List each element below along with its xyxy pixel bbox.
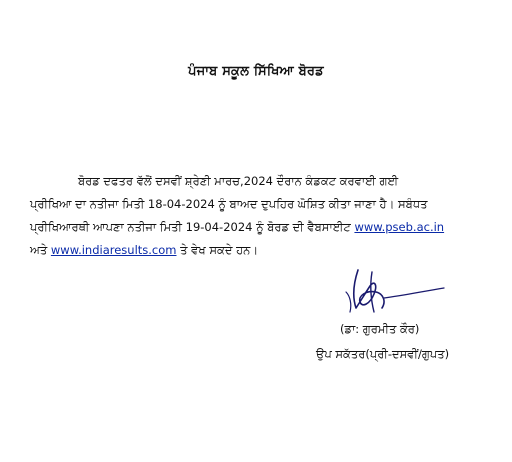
body-line-4-suffix: ਤੇ ਵੇਖ ਸਕਦੇ ਹਨ। bbox=[176, 243, 259, 257]
signer-name: (ਡਾ: ਗੁਰਮੀਤ ਕੌਰ) bbox=[340, 322, 420, 336]
body-line-3 bbox=[30, 216, 490, 239]
handwritten-signature bbox=[340, 262, 460, 318]
body-line-4-prefix: ਅਤੇ bbox=[30, 243, 51, 257]
body-line-2: ਪ੍ਰੀਖਿਆ ਦਾ ਨਤੀਜਾ ਮਿਤੀ 18-04-2024 ਨੂੰ ਬਾਅਦ ਦੁਪਹਿਰ ਘੋਸ਼ਿਤ ਕੀਤਾ ਜਾਣਾ ਹੈ। ਸਬੰਧਤ bbox=[30, 197, 428, 211]
document-heading: ਪੰਜਾਬ ਸਕੂਲ ਸਿੱਖਿਆ ਬੋਰਡ bbox=[188, 64, 324, 79]
pseb-website-link[interactable]: www.pseb.ac.in bbox=[354, 220, 445, 234]
notice-body bbox=[30, 170, 490, 262]
signer-title: ਉਪ ਸਕੱਤਰ(ਪ੍ਰੀ-ਦਸਵੀਂ/ਗੁਪਤ) bbox=[316, 347, 450, 361]
body-line-4 bbox=[30, 239, 490, 262]
indiaresults-website-link[interactable]: www.indiaresults.com bbox=[50, 243, 177, 257]
body-line-1: ਬੋਰਡ ਦਫਤਰ ਵੱਲੋਂ ਦਸਵੀਂ ਸ਼੍ਰੇਣੀ ਮਾਰਚ,2024 ਦੌਰਾਨ ਕੰਡਕਟ ਕਰਵਾਈ ਗਈ bbox=[78, 174, 399, 188]
body-line-3-text: ਪ੍ਰੀਖਿਆਰਥੀ ਆਪਣਾ ਨਤੀਜਾ ਮਿਤੀ 19-04-2024 ਨੂੰ ਬੋਰਡ ਦੀ ਵੈਬਸਾਈਟ bbox=[30, 220, 355, 234]
